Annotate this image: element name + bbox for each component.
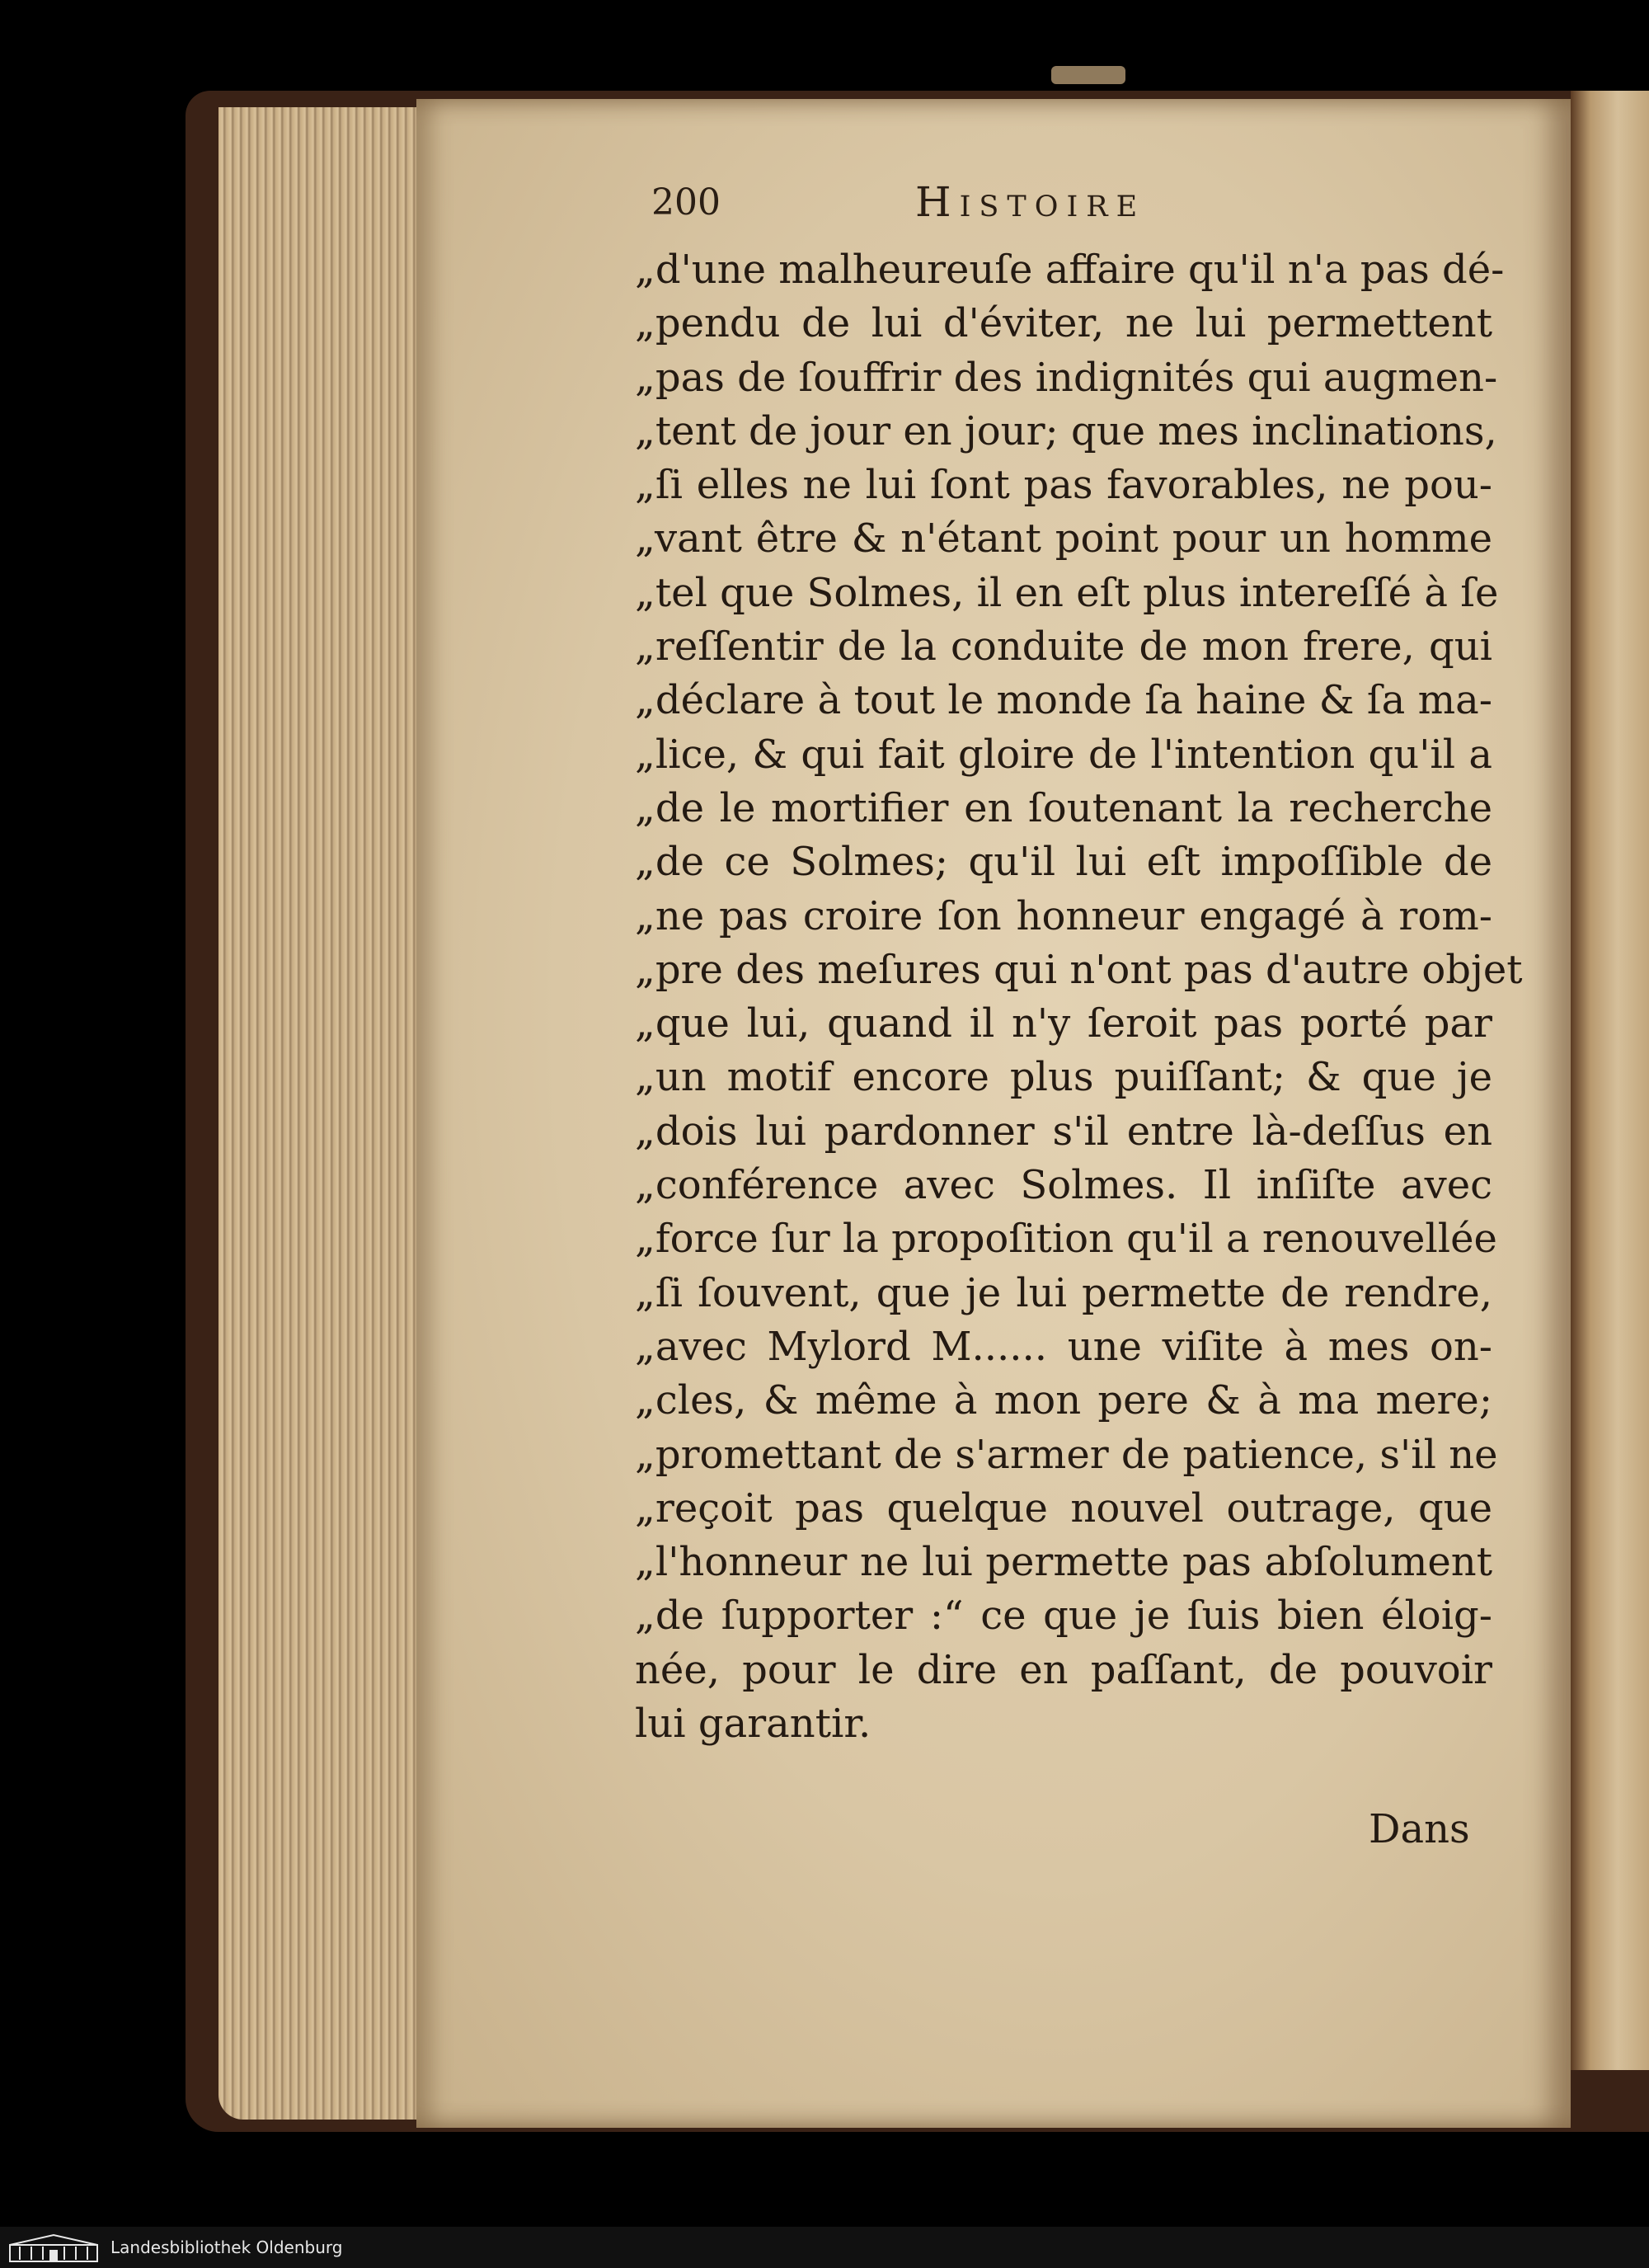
text-line: „ſi ſouvent, que je lui permette de rendre, [635, 1269, 1492, 1316]
text-line: „tel que Solmes, il en eſt plus intereſſé à ſe [635, 569, 1499, 616]
text-line: „pre des meſures qui n'ont pas d'autre objet [635, 946, 1523, 993]
text-line: „l'honneur ne lui permette pas abſolument [635, 1539, 1492, 1586]
text-line: née, pour le dire en paſſant, de pouvoir [635, 1646, 1492, 1693]
text-line: „que lui, quand il n'y ſeroit pas porté par [635, 1000, 1492, 1047]
page-number: 200 [651, 181, 721, 224]
text-line: „pas de ſouffrir des indignités qui augmen- [635, 354, 1498, 401]
catchword: Dans [1369, 1806, 1470, 1852]
text-line: „force ſur la propoſition qu'il a renouvellée [635, 1216, 1497, 1263]
text-line: „conférence avec Solmes. Il inſiſte avec [635, 1162, 1492, 1209]
text-line: „lice, & qui fait gloire de l'intention qu'il a [635, 731, 1492, 778]
text-line: „dois lui pardonner s'il entre là-deſſus en [635, 1108, 1492, 1155]
text-line: „reſſentir de la conduite de mon frere, qui [635, 623, 1492, 671]
text-line: „un motif encore plus puiſſant; & que je [635, 1054, 1492, 1101]
text-line: „de ce Solmes; qu'il lui eſt impoſſible de [635, 839, 1492, 886]
text-line: „pendu de lui d'éviter, ne lui permettent [635, 300, 1492, 347]
text-line: „cles, & même à mon pere & à ma mere; [635, 1377, 1492, 1424]
running-title: Histoire [915, 178, 1146, 226]
text-line: „promettant de s'armer de patience, s'il ne [635, 1431, 1498, 1478]
binding-mark [1051, 66, 1125, 84]
library-name: Landesbibliothek Oldenburg [110, 2237, 343, 2257]
text-line: „reçoit pas quelque nouvel outrage, que [635, 1485, 1492, 1532]
text-line: „d'une malheureuſe affaire qu'il n'a pas dé- [635, 247, 1505, 293]
text-line: „avec Mylord M...... une viſite à mes on- [635, 1323, 1492, 1370]
library-building-icon [8, 2233, 99, 2263]
text-line: „tent de jour en jour; que mes inclinations, [635, 407, 1497, 454]
text-line: „vant être & n'étant point pour un homme [635, 515, 1492, 562]
text-line: lui garantir. [635, 1701, 871, 1748]
body-text [635, 243, 1523, 1751]
text-line: „déclare à tout le monde ſa haine & ſa ma- [635, 677, 1492, 724]
text-line: „de ſupporter :“ ce que je ſuis bien éloig- [635, 1593, 1492, 1640]
text-line: „ne pas croire ſon honneur engagé à rom- [635, 892, 1492, 939]
footer-bar [0, 2227, 1649, 2268]
page-header [651, 178, 1484, 231]
text-line: „de le mortifier en ſoutenant la recherche [635, 784, 1492, 831]
text-line: „ſi elles ne lui ſont pas favorables, ne pou- [635, 462, 1492, 509]
facing-page-edge [1571, 91, 1649, 2070]
page-edges [218, 107, 425, 2120]
